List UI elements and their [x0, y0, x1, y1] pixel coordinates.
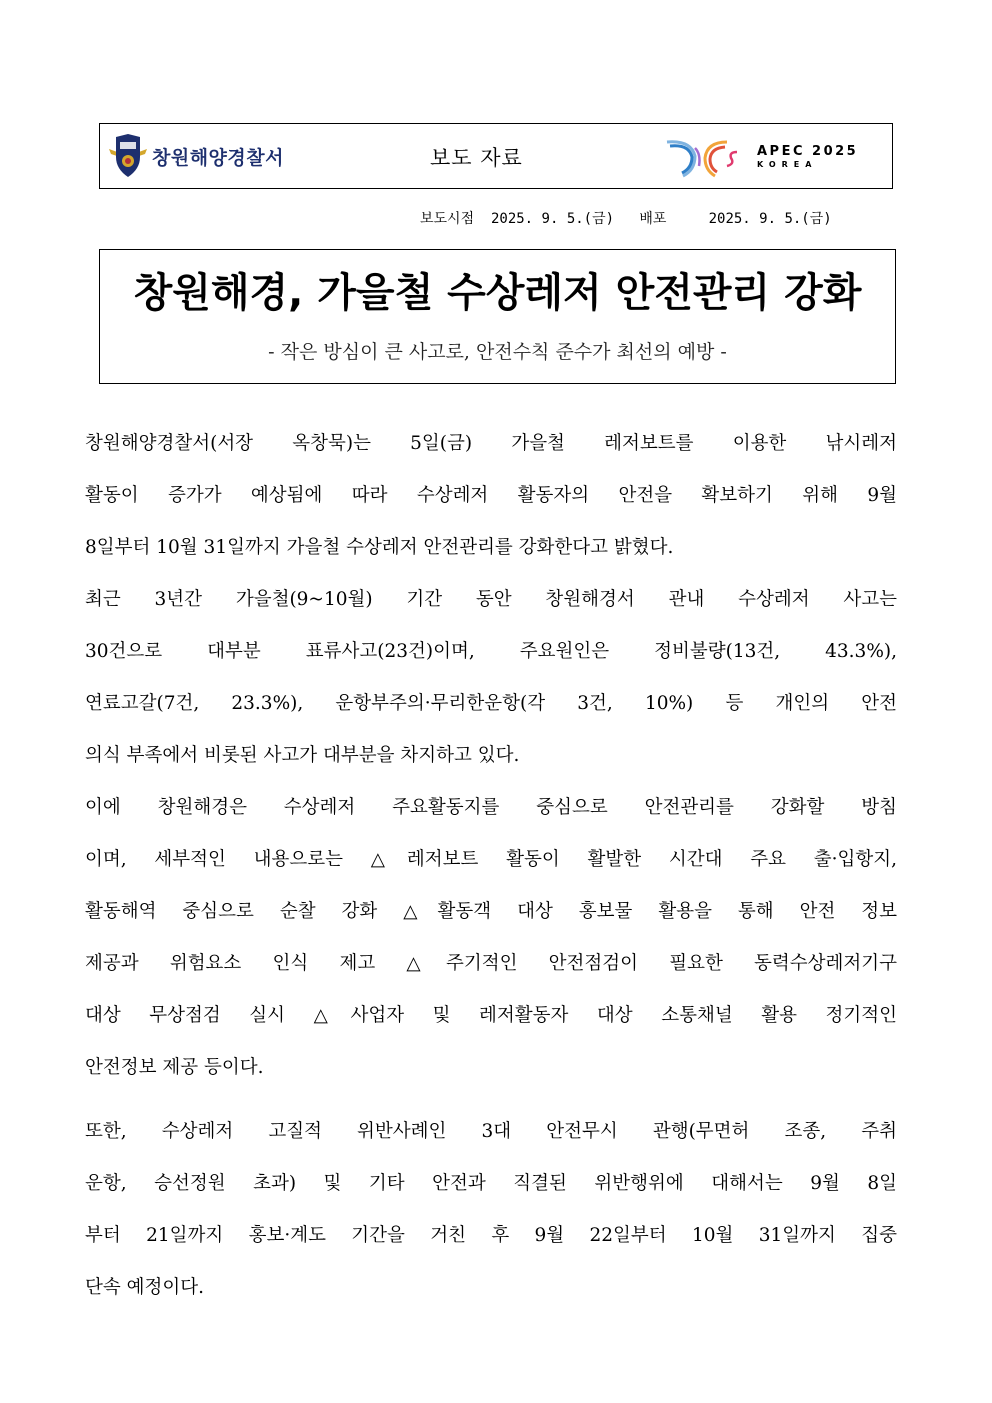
text-line: 대상 무상점검 실시 △사업자 및 레저활동자 대상 소통채널 활용 정기적인 [85, 1005, 897, 1026]
paragraph-2 [85, 574, 897, 782]
article-body [85, 418, 897, 1314]
text-line: 안전정보 제공 등이다. [85, 1057, 264, 1078]
dateline [420, 208, 832, 228]
text-line: 이며, 세부적인 내용으로는 △레저보트 활동이 활발한 시간대 주요 출·입항지, [85, 849, 897, 870]
doc-type-label: 보도 자료 [430, 146, 523, 170]
headline-title: 창원해경, 가을철 수상레저 안전관리 강화 [133, 270, 862, 316]
headline-subtitle: - 작은 방심이 큰 사고로, 안전수칙 준수가 최선의 예방 - [268, 341, 727, 363]
header-box [99, 123, 893, 189]
apec-subtitle: KOREA [757, 160, 818, 169]
text-line: 8일부터 10월 31일까지 가을철 수상레저 안전관리를 강화한다고 밝혔다. [85, 537, 674, 558]
apec-logo-icon [665, 136, 745, 178]
text-line: 활동이 증가가 예상됨에 따라 수상레저 활동자의 안전을 확보하기 위해 9월 [85, 485, 897, 506]
paragraph-3 [85, 782, 897, 1094]
distribution-label: 배포 [639, 211, 667, 227]
text-line: 운항, 승선정원 초과) 및 기타 안전과 직결된 위반행위에 대해서는 9월 8일 [85, 1173, 897, 1194]
text-line: 30건으로 대부분 표류사고(23건)이며, 주요원인은 정비불량(13건, 43.3%), [85, 641, 897, 662]
release-date: 2025. 9. 5.(금) [490, 211, 615, 227]
distribution-date: 2025. 9. 5.(금) [708, 211, 832, 227]
release-label: 보도시점 [420, 211, 475, 227]
text-line: 연료고갈(7건, 23.3%), 운항부주의·무리한운항(각 3건, 10%) 등 개인의 안전 [85, 693, 897, 714]
paragraph-1 [85, 418, 897, 574]
text-line: 부터 21일까지 홍보·계도 기간을 거친 후 9월 22일부터 10월 31일까지 집중 [85, 1225, 897, 1246]
text-line: 최근 3년간 가을철(9~10월) 기간 동안 창원해경서 관내 수상레저 사고는 [85, 589, 897, 610]
text-line: 단속 예정이다. [85, 1277, 204, 1298]
apec-title: APEC 2025 [757, 144, 859, 159]
headline-box [99, 249, 896, 384]
organization-name: 창원해양경찰서 [152, 146, 284, 169]
police-logo [108, 133, 284, 179]
paragraph-4 [85, 1106, 897, 1314]
text-line: 제공과 위험요소 인식 제고 △주기적인 안전점검이 필요한 동력수상레저기구 [85, 953, 897, 974]
text-line: 이에 창원해경은 수상레저 주요활동지를 중심으로 안전관리를 강화할 방침 [85, 797, 897, 818]
text-line: 또한, 수상레저 고질적 위반사례인 3대 안전무시 관행(무면허 조종, 주취 [85, 1121, 897, 1142]
police-emblem-icon [108, 133, 148, 179]
text-line: 창원해양경찰서(서장 옥창묵)는 5일(금) 가을철 레저보트를 이용한 낚시레저 [85, 433, 897, 454]
text-line: 활동해역 중심으로 순찰 강화 △활동객 대상 홍보물 활용을 통해 안전 정보 [85, 901, 897, 922]
text-line: 의식 부족에서 비롯된 사고가 대부분을 차지하고 있다. [85, 745, 520, 766]
apec-logo [665, 136, 858, 178]
